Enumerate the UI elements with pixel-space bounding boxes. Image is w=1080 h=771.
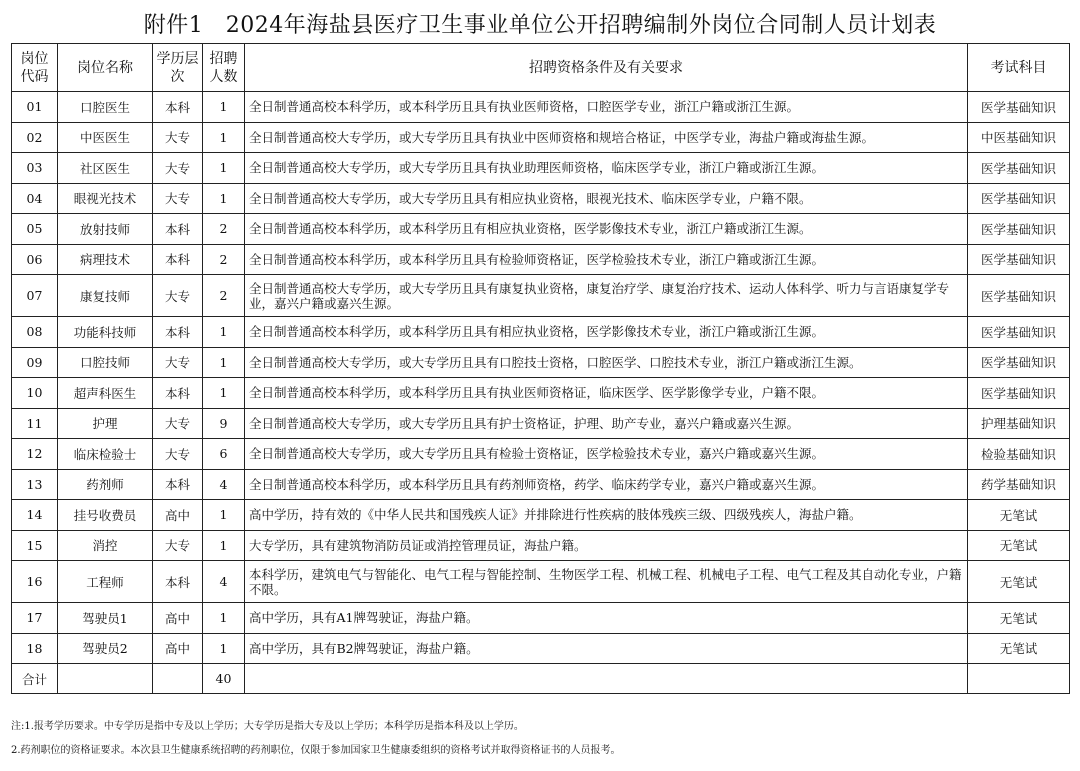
table-row — [12, 561, 1070, 603]
row-edu: 本科 — [153, 92, 203, 123]
row-code: 05 — [12, 214, 58, 245]
row-requirements: 高中学历，具有B2牌驾驶证，海盐户籍。 — [245, 633, 968, 664]
recruitment-plan-table — [11, 43, 1070, 694]
row-exam: 无笔试 — [968, 603, 1070, 634]
table-row — [12, 500, 1070, 531]
table-row — [12, 122, 1070, 153]
row-name: 社区医生 — [58, 153, 153, 184]
row-name: 超声科医生 — [58, 378, 153, 409]
total-empty-cell — [245, 664, 968, 694]
row-name: 中医医生 — [58, 122, 153, 153]
row-name: 康复技师 — [58, 275, 153, 317]
row-count: 2 — [203, 275, 245, 317]
total-empty-cell — [153, 664, 203, 694]
total-empty-cell — [968, 664, 1070, 694]
row-exam: 无笔试 — [968, 500, 1070, 531]
row-code: 10 — [12, 378, 58, 409]
row-count: 9 — [203, 408, 245, 439]
row-exam: 医学基础知识 — [968, 275, 1070, 317]
row-code: 02 — [12, 122, 58, 153]
header-requirements: 招聘资格条件及有关要求 — [245, 44, 968, 92]
row-name: 药剂师 — [58, 469, 153, 500]
row-name: 病理技术 — [58, 244, 153, 275]
row-count: 1 — [203, 500, 245, 531]
row-requirements: 全日制普通高校大专学历，或大专学历且具有执业中医师资格和规培合格证，中医学专业，海盐户籍或海盐生源。 — [245, 122, 968, 153]
row-requirements: 全日制普通高校大专学历，或大专学历且具有口腔技士资格，口腔医学、口腔技术专业，浙江户籍或浙江生源。 — [245, 347, 968, 378]
row-requirements: 全日制普通高校大专学历，或大专学历且具有检验士资格证，医学检验技术专业，嘉兴户籍或嘉兴生源。 — [245, 439, 968, 470]
row-name: 挂号收费员 — [58, 500, 153, 531]
row-count: 1 — [203, 633, 245, 664]
row-exam: 医学基础知识 — [968, 347, 1070, 378]
row-requirements: 全日制普通高校大专学历，或大专学历且具有执业助理医师资格，临床医学专业，浙江户籍或浙江生源。 — [245, 153, 968, 184]
row-name: 功能科技师 — [58, 317, 153, 348]
row-count: 4 — [203, 561, 245, 603]
table-row — [12, 92, 1070, 123]
row-edu: 本科 — [153, 244, 203, 275]
row-requirements: 全日制普通高校本科学历，或本科学历且具有执业医师资格，口腔医学专业，浙江户籍或浙江生源。 — [245, 92, 968, 123]
table-row — [12, 603, 1070, 634]
table-row — [12, 275, 1070, 317]
total-label: 合计 — [12, 664, 58, 694]
footnotes — [11, 717, 1069, 765]
row-name: 口腔技师 — [58, 347, 153, 378]
header-count: 招聘人数 — [203, 44, 245, 92]
row-edu: 大专 — [153, 439, 203, 470]
row-edu: 本科 — [153, 378, 203, 409]
header-exam: 考试科目 — [968, 44, 1070, 92]
row-edu: 大专 — [153, 153, 203, 184]
row-edu: 大专 — [153, 408, 203, 439]
total-empty-cell — [58, 664, 153, 694]
total-row — [12, 664, 1070, 694]
table-row — [12, 183, 1070, 214]
row-name: 临床检验士 — [58, 439, 153, 470]
row-name: 消控 — [58, 530, 153, 561]
row-exam: 无笔试 — [968, 561, 1070, 603]
row-code: 03 — [12, 153, 58, 184]
total-count: 40 — [203, 664, 245, 694]
row-edu: 本科 — [153, 214, 203, 245]
row-edu: 高中 — [153, 633, 203, 664]
row-exam: 医学基础知识 — [968, 153, 1070, 184]
row-exam: 医学基础知识 — [968, 378, 1070, 409]
row-requirements: 大专学历，具有建筑物消防员证或消控管理员证，海盐户籍。 — [245, 530, 968, 561]
row-edu: 本科 — [153, 561, 203, 603]
row-exam: 医学基础知识 — [968, 214, 1070, 245]
row-requirements: 本科学历，建筑电气与智能化、电气工程与智能控制、生物医学工程、机械工程、机械电子工程、电气工程及其自动化专业，户籍不限。 — [245, 561, 968, 603]
row-name: 眼视光技术 — [58, 183, 153, 214]
row-code: 12 — [12, 439, 58, 470]
row-exam: 医学基础知识 — [968, 317, 1070, 348]
header-name: 岗位名称 — [58, 44, 153, 92]
row-count: 1 — [203, 603, 245, 634]
row-code: 11 — [12, 408, 58, 439]
row-exam: 无笔试 — [968, 633, 1070, 664]
table-row — [12, 347, 1070, 378]
row-requirements: 全日制普通高校本科学历，或本科学历且具有相应执业资格，医学影像技术专业，浙江户籍或浙江生源。 — [245, 317, 968, 348]
row-exam: 无笔试 — [968, 530, 1070, 561]
table-row — [12, 244, 1070, 275]
row-count: 1 — [203, 378, 245, 409]
row-count: 2 — [203, 244, 245, 275]
row-exam: 检验基础知识 — [968, 439, 1070, 470]
row-code: 09 — [12, 347, 58, 378]
table-row — [12, 469, 1070, 500]
row-count: 6 — [203, 439, 245, 470]
row-name: 放射技师 — [58, 214, 153, 245]
table-row — [12, 439, 1070, 470]
footnote: 2.药剂职位的资格证要求。本次县卫生健康系统招聘的药剂职位，仅限于参加国家卫生健康委组织的资格考试并取得资格证书的人员报考。 — [11, 745, 621, 756]
row-name: 驾驶员1 — [58, 603, 153, 634]
row-edu: 大专 — [153, 122, 203, 153]
row-edu: 大专 — [153, 347, 203, 378]
table-row — [12, 408, 1070, 439]
header-row — [12, 44, 1070, 92]
row-name: 护理 — [58, 408, 153, 439]
header-edu: 学历层次 — [153, 44, 203, 92]
row-count: 2 — [203, 214, 245, 245]
row-code: 14 — [12, 500, 58, 531]
row-exam: 医学基础知识 — [968, 244, 1070, 275]
row-edu: 大专 — [153, 275, 203, 317]
row-count: 1 — [203, 347, 245, 378]
row-requirements: 全日制普通高校大专学历，或大专学历且具有相应执业资格，眼视光技术、临床医学专业，户籍不限。 — [245, 183, 968, 214]
row-exam: 药学基础知识 — [968, 469, 1070, 500]
footnote: 注:1.报考学历要求。中专学历是指中专及以上学历；大专学历是指大专及以上学历；本科学历是指本科及以上学历。 — [11, 721, 524, 732]
row-name: 工程师 — [58, 561, 153, 603]
row-code: 08 — [12, 317, 58, 348]
row-count: 1 — [203, 317, 245, 348]
table-row — [12, 378, 1070, 409]
table-row — [12, 153, 1070, 184]
row-code: 18 — [12, 633, 58, 664]
row-exam: 医学基础知识 — [968, 183, 1070, 214]
table-row — [12, 530, 1070, 561]
row-code: 13 — [12, 469, 58, 500]
row-count: 1 — [203, 92, 245, 123]
row-requirements: 高中学历，具有A1牌驾驶证，海盐户籍。 — [245, 603, 968, 634]
row-name: 驾驶员2 — [58, 633, 153, 664]
row-edu: 高中 — [153, 603, 203, 634]
row-requirements: 全日制普通高校本科学历，或本科学历且具有检验师资格证，医学检验技术专业，浙江户籍或浙江生源。 — [245, 244, 968, 275]
row-edu: 本科 — [153, 317, 203, 348]
row-code: 07 — [12, 275, 58, 317]
row-requirements: 全日制普通高校大专学历，或大专学历且具有康复执业资格，康复治疗学、康复治疗技术、运动人体科学、听力与言语康复学专业，嘉兴户籍或嘉兴生源。 — [245, 275, 968, 317]
header-code: 岗位代码 — [12, 44, 58, 92]
table-body — [12, 92, 1070, 664]
row-count: 1 — [203, 122, 245, 153]
row-count: 1 — [203, 530, 245, 561]
row-requirements: 全日制普通高校本科学历，或本科学历且具有执业医师资格证，临床医学、医学影像学专业，户籍不限。 — [245, 378, 968, 409]
row-count: 1 — [203, 153, 245, 184]
row-edu: 高中 — [153, 500, 203, 531]
row-code: 16 — [12, 561, 58, 603]
row-requirements: 全日制普通高校本科学历，或本科学历且具有药剂师资格，药学、临床药学专业，嘉兴户籍或嘉兴生源。 — [245, 469, 968, 500]
row-requirements: 全日制普通高校大专学历，或大专学历且具有护士资格证，护理、助产专业，嘉兴户籍或嘉兴生源。 — [245, 408, 968, 439]
row-edu: 大专 — [153, 530, 203, 561]
row-code: 06 — [12, 244, 58, 275]
row-count: 4 — [203, 469, 245, 500]
table-row — [12, 214, 1070, 245]
row-code: 17 — [12, 603, 58, 634]
row-exam: 中医基础知识 — [968, 122, 1070, 153]
row-exam: 医学基础知识 — [968, 92, 1070, 123]
row-edu: 本科 — [153, 469, 203, 500]
table-row — [12, 317, 1070, 348]
row-requirements: 高中学历，持有效的《中华人民共和国残疾人证》并排除进行性疾病的肢体残疾三级、四级残疾人，海盐户籍。 — [245, 500, 968, 531]
row-code: 04 — [12, 183, 58, 214]
row-code: 15 — [12, 530, 58, 561]
row-exam: 护理基础知识 — [968, 408, 1070, 439]
row-requirements: 全日制普通高校本科学历，或本科学历且有相应执业资格，医学影像技术专业，浙江户籍或浙江生源。 — [245, 214, 968, 245]
row-name: 口腔医生 — [58, 92, 153, 123]
page-title: 附件1 2024年海盐县医疗卫生事业单位公开招聘编制外岗位合同制人员计划表 — [143, 13, 937, 38]
table-row — [12, 633, 1070, 664]
row-code: 01 — [12, 92, 58, 123]
row-edu: 大专 — [153, 183, 203, 214]
row-count: 1 — [203, 183, 245, 214]
